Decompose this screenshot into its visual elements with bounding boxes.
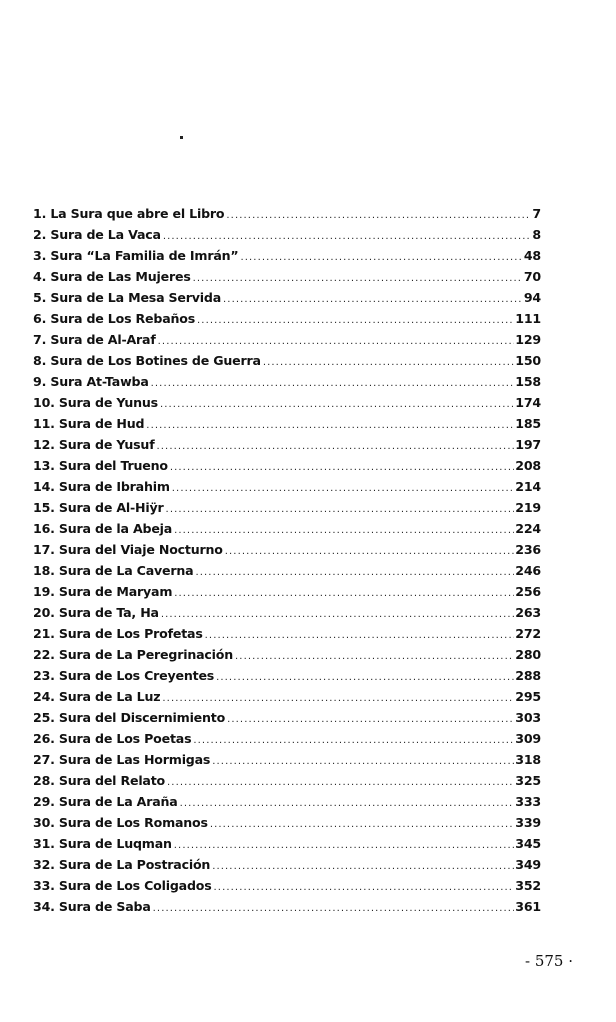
dot-leader: [153, 898, 515, 917]
toc-entry-page: 48: [523, 248, 541, 263]
dot-leader: [174, 835, 515, 854]
toc-entry: [33, 476, 541, 497]
toc-entry-title: 8. Sura de Los Botines de Guerra: [33, 353, 261, 368]
toc-entry-title: 15. Sura de Al-Hiÿr: [33, 500, 164, 515]
dot-leader: [193, 268, 523, 287]
toc-entry-page: 219: [515, 500, 541, 515]
toc-entry: [33, 539, 541, 560]
toc-entry-title: 13. Sura del Trueno: [33, 458, 168, 473]
toc-entry: [33, 854, 541, 875]
toc-entry-page: 224: [515, 521, 541, 536]
dot-leader: [146, 415, 514, 434]
toc-entry-title: 33. Sura de Los Coligados: [33, 878, 212, 893]
toc-entry: [33, 371, 541, 392]
toc-entry-page: 70: [523, 269, 541, 284]
toc-entry-page: 288: [515, 668, 541, 683]
toc-entry: [33, 728, 541, 749]
toc-entry-title: 16. Sura de la Abeja: [33, 521, 173, 536]
toc-entry-page: 325: [515, 773, 541, 788]
toc-entry: [33, 455, 541, 476]
toc-entry: [33, 665, 541, 686]
print-speck: [180, 136, 183, 139]
toc-entry-page: 208: [515, 458, 541, 473]
toc-entry: [33, 749, 541, 770]
toc-entry: [33, 560, 541, 581]
toc-entry: [33, 245, 541, 266]
toc-entry: [33, 266, 541, 287]
toc-entry-page: 333: [515, 794, 541, 809]
toc-entry-page: 318: [515, 752, 541, 767]
toc-entry-title: 26. Sura de Los Poetas: [33, 731, 192, 746]
toc-entry-page: 295: [515, 689, 541, 704]
dot-leader: [195, 562, 514, 581]
toc-entry: [33, 770, 541, 791]
toc-entry-title: 30. Sura de Los Romanos: [33, 815, 208, 830]
toc-entry-title: 27. Sura de Las Hormigas: [33, 752, 211, 767]
toc-entry-page: 280: [515, 647, 541, 662]
dot-leader: [263, 352, 514, 371]
toc-entry: [33, 287, 541, 308]
toc-entry-title: 31. Sura de Luqman: [33, 836, 172, 851]
dot-leader: [156, 436, 514, 455]
toc-entry-page: 129: [515, 332, 541, 347]
toc-entry-title: 5. Sura de La Mesa Servida: [33, 290, 222, 305]
toc-entry-title: 4. Sura de Las Mujeres: [33, 269, 191, 284]
toc-entry-page: 7: [532, 206, 541, 221]
toc-entry-page: 214: [515, 479, 541, 494]
dot-leader: [235, 646, 514, 665]
toc-entry: [33, 392, 541, 413]
toc-entry-page: 158: [515, 374, 541, 389]
toc-entry-title: 17. Sura del Viaje Nocturno: [33, 542, 223, 557]
dot-leader: [193, 730, 514, 749]
toc-entry: [33, 623, 541, 644]
toc-entry-title: 24. Sura de La Luz: [33, 689, 161, 704]
toc-entry-title: 3. Sura “La Familia de Imrán”: [33, 248, 239, 263]
dot-leader: [151, 373, 515, 392]
toc-entry: [33, 791, 541, 812]
toc-entry-title: 25. Sura del Discernimiento: [33, 710, 226, 725]
toc-entry: [33, 833, 541, 854]
dot-leader: [212, 751, 514, 770]
toc-entry: [33, 686, 541, 707]
toc-entry-title: 34. Sura de Saba: [33, 899, 151, 914]
toc-entry-title: 22. Sura de La Peregrinación: [33, 647, 234, 662]
dot-leader: [214, 877, 515, 896]
toc-entry: [33, 329, 541, 350]
toc-entry-page: 94: [523, 290, 541, 305]
toc-entry: [33, 413, 541, 434]
toc-entry-page: 263: [515, 605, 541, 620]
toc-entry-title: 10. Sura de Yunus: [33, 395, 158, 410]
dot-leader: [167, 772, 514, 791]
dot-leader: [166, 499, 515, 518]
toc-entry-page: 272: [515, 626, 541, 641]
toc-entry-page: 150: [515, 353, 541, 368]
toc-entry-title: 19. Sura de Maryam: [33, 584, 173, 599]
dot-leader: [223, 289, 523, 308]
toc-entry: [33, 224, 541, 245]
toc-entry-page: 111: [515, 311, 541, 326]
toc-entry-title: 2. Sura de La Vaca: [33, 227, 161, 242]
dot-leader: [172, 478, 515, 497]
toc-entry-page: 185: [515, 416, 541, 431]
toc-entry-title: 23. Sura de Los Creyentes: [33, 668, 215, 683]
toc-entry-page: 339: [515, 815, 541, 830]
toc-entry-title: 18. Sura de La Caverna: [33, 563, 194, 578]
page-number: - 575 ·: [525, 952, 574, 970]
toc-entry-page: 256: [515, 584, 541, 599]
toc-entry-title: 9. Sura At-Tawba: [33, 374, 149, 389]
table-of-contents: [33, 203, 541, 917]
dot-leader: [162, 688, 514, 707]
dot-leader: [158, 331, 515, 350]
toc-entry-title: 20. Sura de Ta, Ha: [33, 605, 159, 620]
toc-entry-page: 361: [515, 899, 541, 914]
toc-entry-page: 174: [515, 395, 541, 410]
toc-entry-title: 21. Sura de Los Profetas: [33, 626, 203, 641]
dot-leader: [174, 520, 514, 539]
toc-entry: [33, 434, 541, 455]
toc-entry: [33, 644, 541, 665]
toc-entry-page: 349: [515, 857, 541, 872]
toc-entry-title: 7. Sura de Al-Araf: [33, 332, 156, 347]
toc-entry: [33, 518, 541, 539]
toc-entry: [33, 812, 541, 833]
toc-entry-title: 6. Sura de Los Rebaños: [33, 311, 196, 326]
dot-leader: [161, 604, 514, 623]
toc-entry: [33, 497, 541, 518]
toc-entry-page: 352: [515, 878, 541, 893]
toc-entry-page: 345: [515, 836, 541, 851]
toc-entry-title: 1. La Sura que abre el Libro: [33, 206, 225, 221]
toc-entry-page: 309: [515, 731, 541, 746]
toc-entry: [33, 203, 541, 224]
dot-leader: [205, 625, 515, 644]
dot-leader: [163, 226, 532, 245]
toc-entry-title: 14. Sura de Ibrahim: [33, 479, 170, 494]
toc-entry: [33, 602, 541, 623]
dot-leader: [240, 247, 522, 266]
toc-entry: [33, 896, 541, 917]
dot-leader: [226, 205, 531, 224]
dot-leader: [210, 814, 514, 833]
toc-entry-page: 303: [515, 710, 541, 725]
toc-entry-page: 197: [515, 437, 541, 452]
toc-entry: [33, 308, 541, 329]
dot-leader: [197, 310, 514, 329]
dot-leader: [212, 856, 514, 875]
toc-entry: [33, 875, 541, 896]
dot-leader: [160, 394, 514, 413]
toc-entry-title: 28. Sura del Relato: [33, 773, 166, 788]
toc-entry-page: 236: [515, 542, 541, 557]
toc-entry-title: 32. Sura de La Postración: [33, 857, 211, 872]
toc-entry-page: 246: [515, 563, 541, 578]
toc-entry-title: 12. Sura de Yusuf: [33, 437, 155, 452]
dot-leader: [180, 793, 515, 812]
toc-entry-page: 8: [532, 227, 541, 242]
dot-leader: [174, 583, 514, 602]
dot-leader: [170, 457, 514, 476]
toc-entry: [33, 707, 541, 728]
toc-entry-title: 29. Sura de La Araña: [33, 794, 178, 809]
dot-leader: [227, 709, 514, 728]
dot-leader: [225, 541, 515, 560]
toc-entry: [33, 581, 541, 602]
dot-leader: [216, 667, 514, 686]
toc-entry-title: 11. Sura de Hud: [33, 416, 145, 431]
toc-entry: [33, 350, 541, 371]
